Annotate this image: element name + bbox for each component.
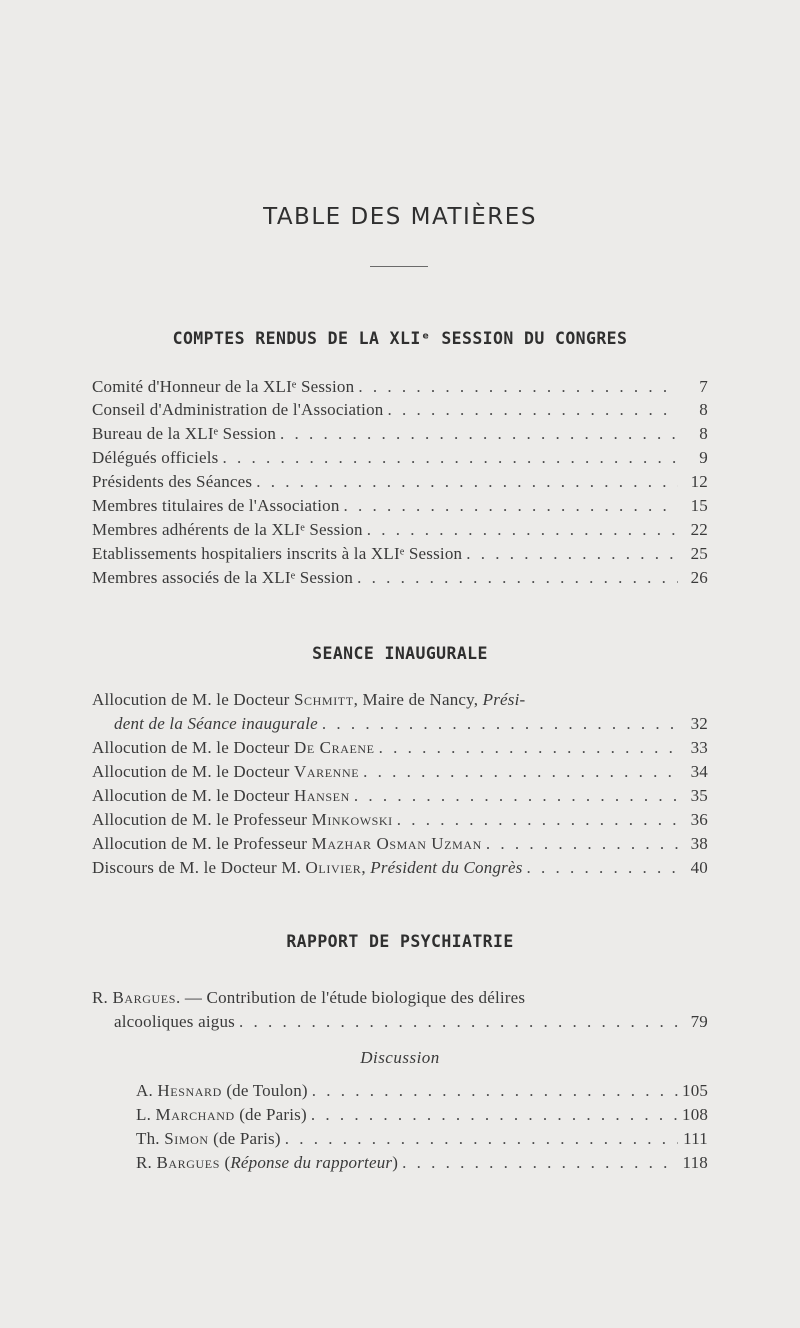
- entry-italic-text: Réponse du rapporteur: [230, 1153, 393, 1172]
- toc-entry[interactable]: [92, 834, 708, 854]
- toc-entry-page: 25: [690, 544, 708, 563]
- toc-entry-page: 33: [690, 738, 708, 757]
- leader-dots: [357, 568, 678, 588]
- toc-entry-page: 35: [690, 786, 708, 805]
- entry-text: Allocution de M. le Docteur: [92, 762, 294, 781]
- toc-entry-page: 26: [690, 568, 708, 587]
- toc-entry[interactable]: [92, 810, 708, 830]
- leader-dots: [285, 1129, 678, 1149]
- leader-dots: [280, 424, 678, 444]
- toc-entry-page: 8: [699, 400, 708, 419]
- author-initial: Th.: [136, 1129, 165, 1148]
- entry-italic-text: dent de la Séance inaugurale: [114, 714, 318, 733]
- toc-entry-label: Bureau de la XLIᵉ Session: [92, 424, 277, 443]
- toc-entry-page: 15: [690, 496, 708, 515]
- toc-entry-label: Présidents des Séances: [92, 472, 253, 491]
- leader-dots: [486, 834, 678, 854]
- entry-text: (de Paris): [208, 1129, 281, 1148]
- toc-entry[interactable]: [92, 496, 708, 516]
- leader-dots: [527, 858, 678, 878]
- toc-entry-label: Etablissements hospitaliers inscrits à la XLIᵉ Session: [92, 544, 463, 563]
- toc-entry[interactable]: [92, 544, 708, 564]
- author-name: Hansen: [294, 786, 350, 805]
- author-name: Bargues: [156, 1153, 220, 1172]
- author-name: Schmitt: [294, 690, 354, 709]
- toc-entry[interactable]: [92, 472, 708, 492]
- title-divider: [370, 266, 428, 267]
- entry-text: . — Contribution de l'étude biologique des délires: [176, 988, 526, 1007]
- toc-entry-page: 22: [690, 520, 708, 539]
- entry-text: Allocution de M. le Docteur: [92, 738, 294, 757]
- leader-dots: [466, 544, 678, 564]
- leader-dots: [311, 1105, 678, 1125]
- toc-entry-label: Comité d'Honneur de la XLIᵉ Session: [92, 377, 355, 396]
- toc-entry-first-line[interactable]: [92, 690, 525, 710]
- entry-text: , Maire de Nancy,: [353, 690, 483, 709]
- section-heading-rapport: RAPPORT DE PSYCHIATRIE: [286, 932, 514, 951]
- toc-entry-page: 105: [682, 1081, 709, 1100]
- author-name: Simon: [164, 1129, 209, 1148]
- entry-text: alcooliques aigus: [114, 1012, 235, 1031]
- toc-entry-label: Membres associés de la XLIᵉ Session: [92, 568, 354, 587]
- author-name: De Craene: [294, 738, 375, 757]
- toc-entry[interactable]: [92, 520, 708, 540]
- toc-entry[interactable]: [136, 1153, 708, 1173]
- toc-entry-page: 8: [699, 424, 708, 443]
- toc-entry-page: 36: [690, 810, 708, 829]
- author-name: Olivier: [305, 858, 362, 877]
- entry-text: Allocution de M. le Docteur: [92, 690, 294, 709]
- toc-entry-label: Membres adhérents de la XLIᵉ Session: [92, 520, 363, 539]
- leader-dots: [397, 810, 678, 830]
- toc-entry[interactable]: [92, 377, 708, 397]
- toc-entry-page: 118: [682, 1153, 708, 1172]
- author-initial: R.: [92, 988, 113, 1007]
- toc-entry[interactable]: [114, 1012, 708, 1032]
- author-initial: L.: [136, 1105, 156, 1124]
- author-name: Mazhar Osman Uzman: [311, 834, 482, 853]
- toc-entry-label: Conseil d'Administration de l'Association: [92, 400, 384, 419]
- leader-dots: [402, 1153, 678, 1173]
- toc-entry-first-line[interactable]: [92, 988, 525, 1008]
- toc-entry[interactable]: [92, 424, 708, 444]
- leader-dots: [363, 762, 678, 782]
- leader-dots: [367, 520, 678, 540]
- entry-text: (de Paris): [234, 1105, 307, 1124]
- toc-entry[interactable]: [92, 400, 708, 420]
- toc-entry[interactable]: [92, 762, 708, 782]
- toc-entry-page: 7: [699, 377, 708, 396]
- section-heading-seance: SEANCE INAUGURALE: [312, 644, 488, 663]
- entry-italic-text: Président du Congrès: [370, 858, 523, 877]
- entry-text: (de Toulon): [221, 1081, 308, 1100]
- author-initial: R.: [136, 1153, 157, 1172]
- toc-entry[interactable]: [92, 568, 708, 588]
- author-name: Minkowski: [311, 810, 393, 829]
- leader-dots: [239, 1012, 678, 1032]
- entry-text: Discours de M. le Docteur M.: [92, 858, 306, 877]
- author-name: Bargues: [112, 988, 176, 1007]
- toc-entry-page: 111: [683, 1129, 708, 1148]
- toc-entry-page: 40: [690, 858, 708, 877]
- leader-dots: [344, 496, 678, 516]
- toc-entry[interactable]: [92, 738, 708, 758]
- author-initial: A.: [136, 1081, 158, 1100]
- author-name: Marchand: [155, 1105, 235, 1124]
- toc-entry[interactable]: [114, 714, 708, 734]
- toc-entry-page: 38: [690, 834, 708, 853]
- toc-entry[interactable]: [92, 786, 708, 806]
- toc-entry-page: 79: [690, 1012, 708, 1031]
- leader-dots: [358, 377, 678, 397]
- toc-entry-page: 34: [690, 762, 708, 781]
- page-title: TABLE DES MATIÈRES: [263, 204, 537, 230]
- leader-dots: [256, 472, 678, 492]
- leader-dots: [322, 714, 678, 734]
- toc-entry-label: Délégués officiels: [92, 448, 219, 467]
- toc-entry[interactable]: [92, 858, 708, 878]
- toc-entry-page: 12: [690, 472, 708, 491]
- leader-dots: [354, 786, 678, 806]
- toc-entry-page: 9: [699, 448, 708, 467]
- toc-entry[interactable]: [136, 1081, 708, 1101]
- toc-entry[interactable]: [136, 1129, 708, 1149]
- entry-text: (: [220, 1153, 231, 1172]
- entry-text: Allocution de M. le Professeur: [92, 834, 312, 853]
- toc-entry-label: Membres titulaires de l'Association: [92, 496, 340, 515]
- toc-entry-page: 32: [690, 714, 708, 733]
- entry-text: ,: [361, 858, 371, 877]
- toc-entry[interactable]: [136, 1105, 708, 1125]
- section-heading-comptes: COMPTES RENDUS DE LA XLIᵉ SESSION DU CONGRES: [172, 329, 628, 348]
- author-name: Varenne: [294, 762, 360, 781]
- leader-dots: [388, 400, 679, 420]
- discussion-heading: Discussion: [360, 1048, 440, 1067]
- entry-text: ): [392, 1153, 399, 1172]
- entry-text: Allocution de M. le Docteur: [92, 786, 294, 805]
- leader-dots: [379, 738, 678, 758]
- entry-text: Allocution de M. le Professeur: [92, 810, 312, 829]
- toc-entry-page: 108: [682, 1105, 709, 1124]
- author-name: Hesnard: [157, 1081, 222, 1100]
- toc-entry[interactable]: [92, 448, 708, 468]
- leader-dots: [312, 1081, 678, 1101]
- leader-dots: [223, 448, 679, 468]
- entry-italic-text: Prési-: [482, 690, 526, 709]
